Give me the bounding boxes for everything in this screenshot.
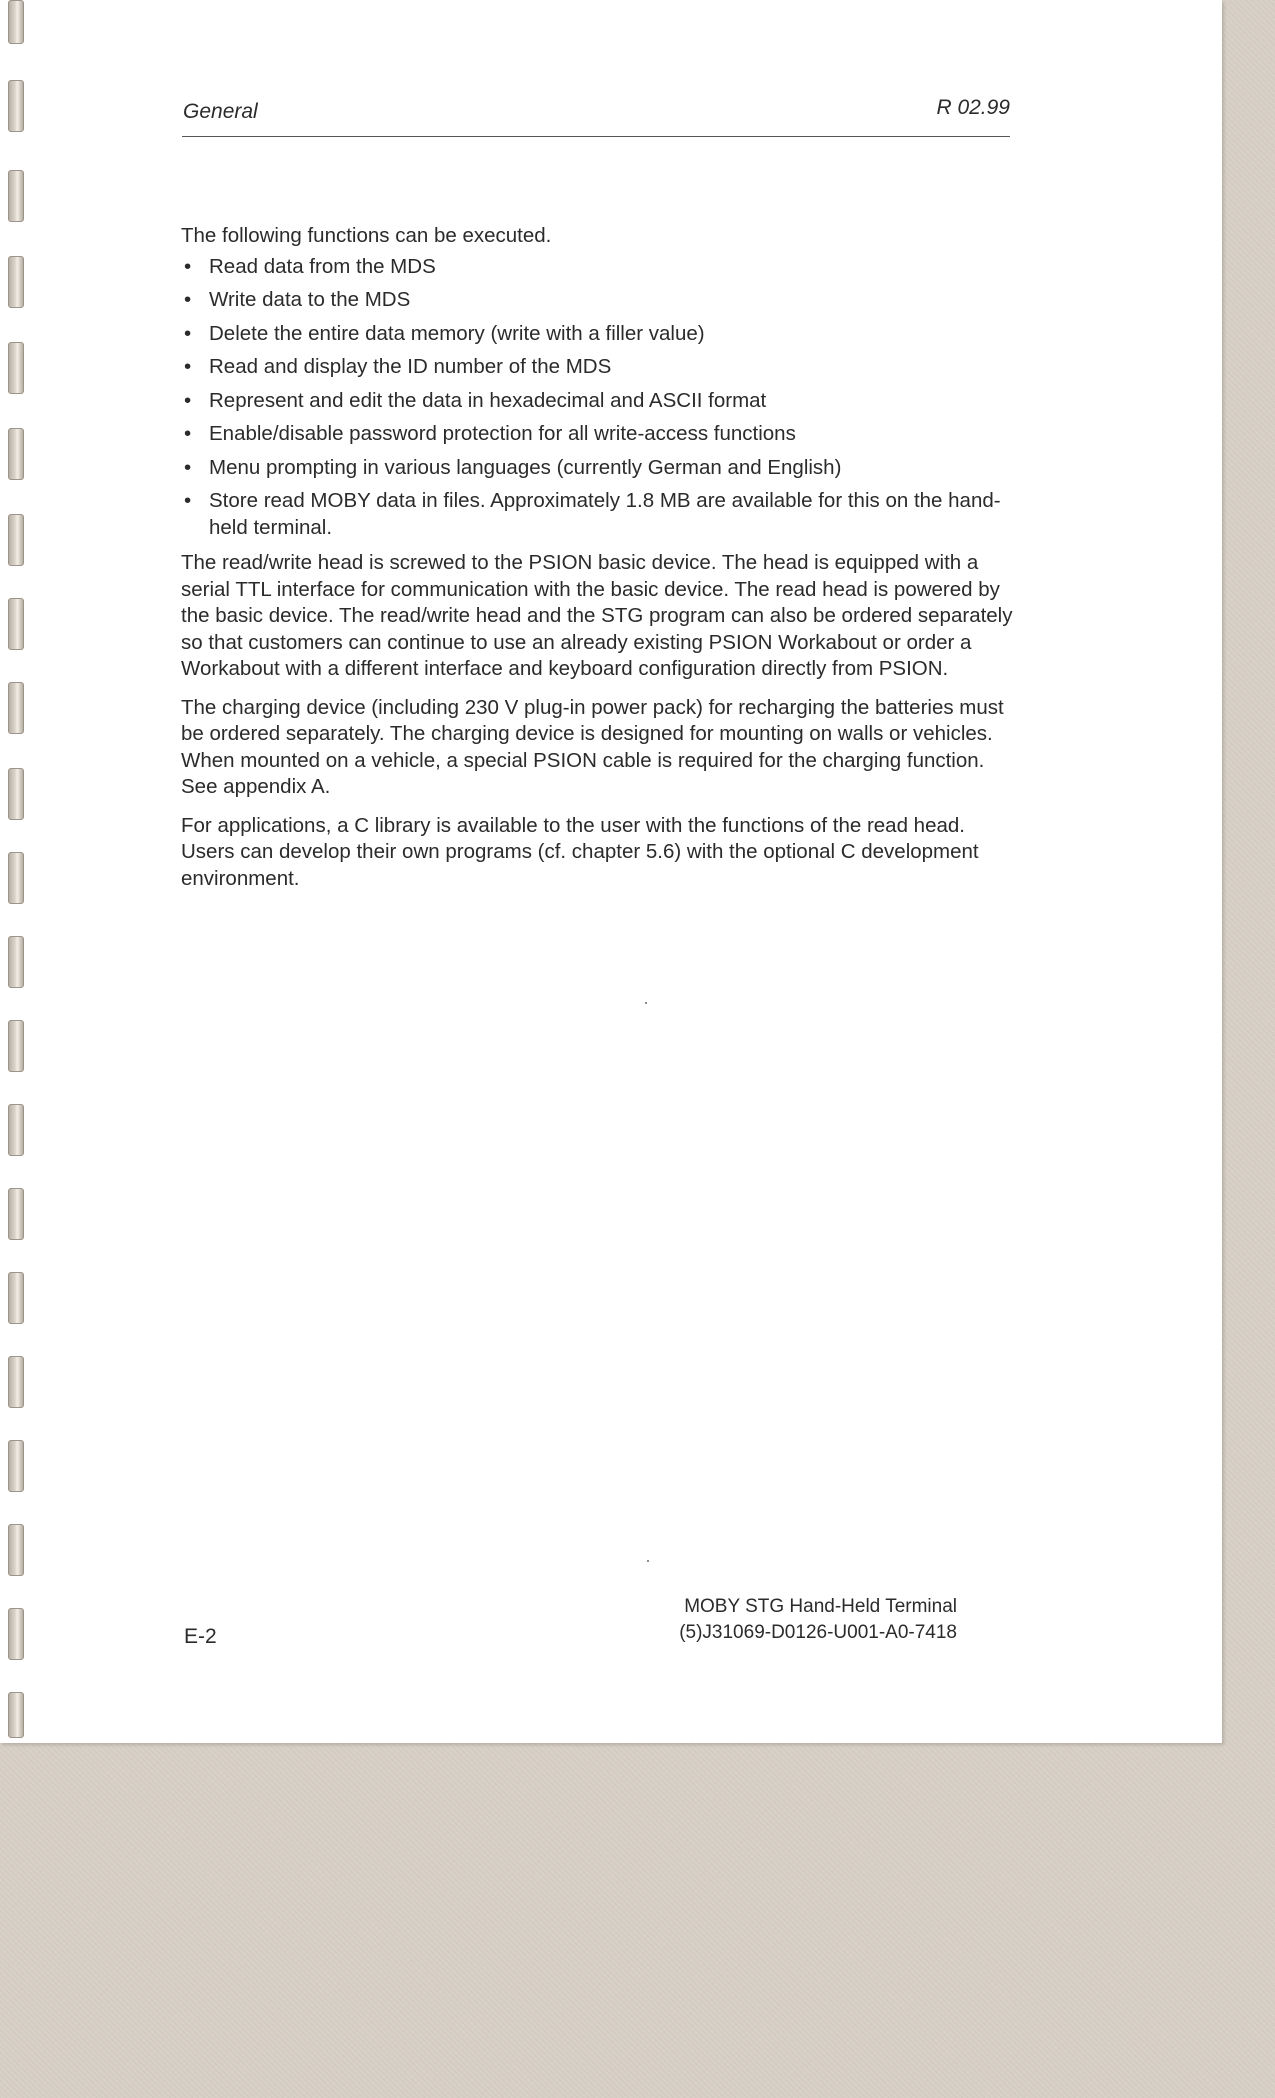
page-header [182,96,1010,137]
function-list [181,254,1016,542]
bullet-icon: • [184,422,192,445]
binding-hole [8,428,24,480]
binding-hole [8,1524,24,1576]
binding-hole [8,1188,24,1240]
footer-product-info [679,1594,957,1646]
binding-hole [8,768,24,820]
binding-hole [8,682,24,734]
binding-hole [8,170,24,222]
intro-paragraph: The following functions can be executed. [181,224,552,247]
binding-hole [8,1356,24,1408]
bullet-icon: • [184,455,192,479]
binding-hole [8,1272,24,1324]
list-item-text: Store read MOBY data in files. Approximately 1.8 MB are available for this on the hand-held terminal. [209,489,1001,539]
binding-hole [8,852,24,904]
binding-hole [8,1104,24,1156]
section-title: General [183,100,258,123]
list-item-text: Read and display the ID number of the MDS [209,355,612,378]
spiral-binding [4,0,26,1743]
list-item-text: Write data to the MDS [209,288,411,311]
list-item [181,488,1016,541]
binding-hole [8,1692,24,1738]
bullet-icon: • [184,355,192,378]
bullet-icon: • [184,388,192,412]
list-item [181,421,1016,448]
binding-hole [8,1020,24,1072]
page-number: E-2 [184,1625,217,1648]
body-paragraph-readwrite-head: The read/write head is screwed to the PSION basic device. The head is equipped with a serial TTL interface for communication with the basic device. The read head is powered by the basic device. The read/write head and the STG program can also be ordered separately so that customers can continue to use an already existing PSION Workabout or order a Workabout with a different interface and keyboard configuration directly from PSION. [181,551,1013,680]
list-item [181,321,1016,348]
bullet-icon: • [184,254,192,278]
binding-hole [8,936,24,988]
list-item-text: Delete the entire data memory (write with a filler value) [209,321,705,345]
binding-hole [8,514,24,566]
bullet-icon: • [184,288,192,311]
order-number: (5)J31069-D0126-U001-A0-7418 [679,1622,957,1643]
main-content [181,223,1016,904]
body-paragraph-c-library: For applications, a C library is available to the user with the functions of the read head. Users can develop their own programs (cf. chapter 5.6) with the optional C development environment. [181,813,979,890]
list-item [181,287,1016,314]
list-item-text: Represent and edit the data in hexadecimal and ASCII format [209,388,767,412]
binding-hole [8,80,24,132]
binding-hole [8,256,24,308]
list-item [181,388,1016,415]
list-item-text: Menu prompting in various languages (currently German and English) [209,455,842,479]
binding-hole [8,0,24,44]
scan-speck [647,1560,649,1562]
bullet-icon: • [184,321,192,345]
list-item [181,455,1016,482]
list-item [181,254,1016,281]
binding-hole [8,1608,24,1660]
body-paragraph-charging-device: The charging device (including 230 V plug-in power pack) for recharging the batteries must be ordered separately. The charging device is designed for mounting on walls or vehicles. When mounted on a vehicle, a special PSION cable is required for the charging function. See appendix A. [181,695,1004,798]
revision-label: R 02.99 [936,96,1010,119]
binding-hole [8,342,24,394]
list-item [181,354,1016,381]
scan-speck [645,1002,647,1004]
bullet-icon: • [184,489,192,512]
list-item-text: Read data from the MDS [209,254,436,278]
binding-hole [8,1440,24,1492]
product-name: MOBY STG Hand-Held Terminal [684,1596,957,1617]
list-item-text: Enable/disable password protection for all write-access functions [209,422,796,445]
binding-hole [8,598,24,650]
